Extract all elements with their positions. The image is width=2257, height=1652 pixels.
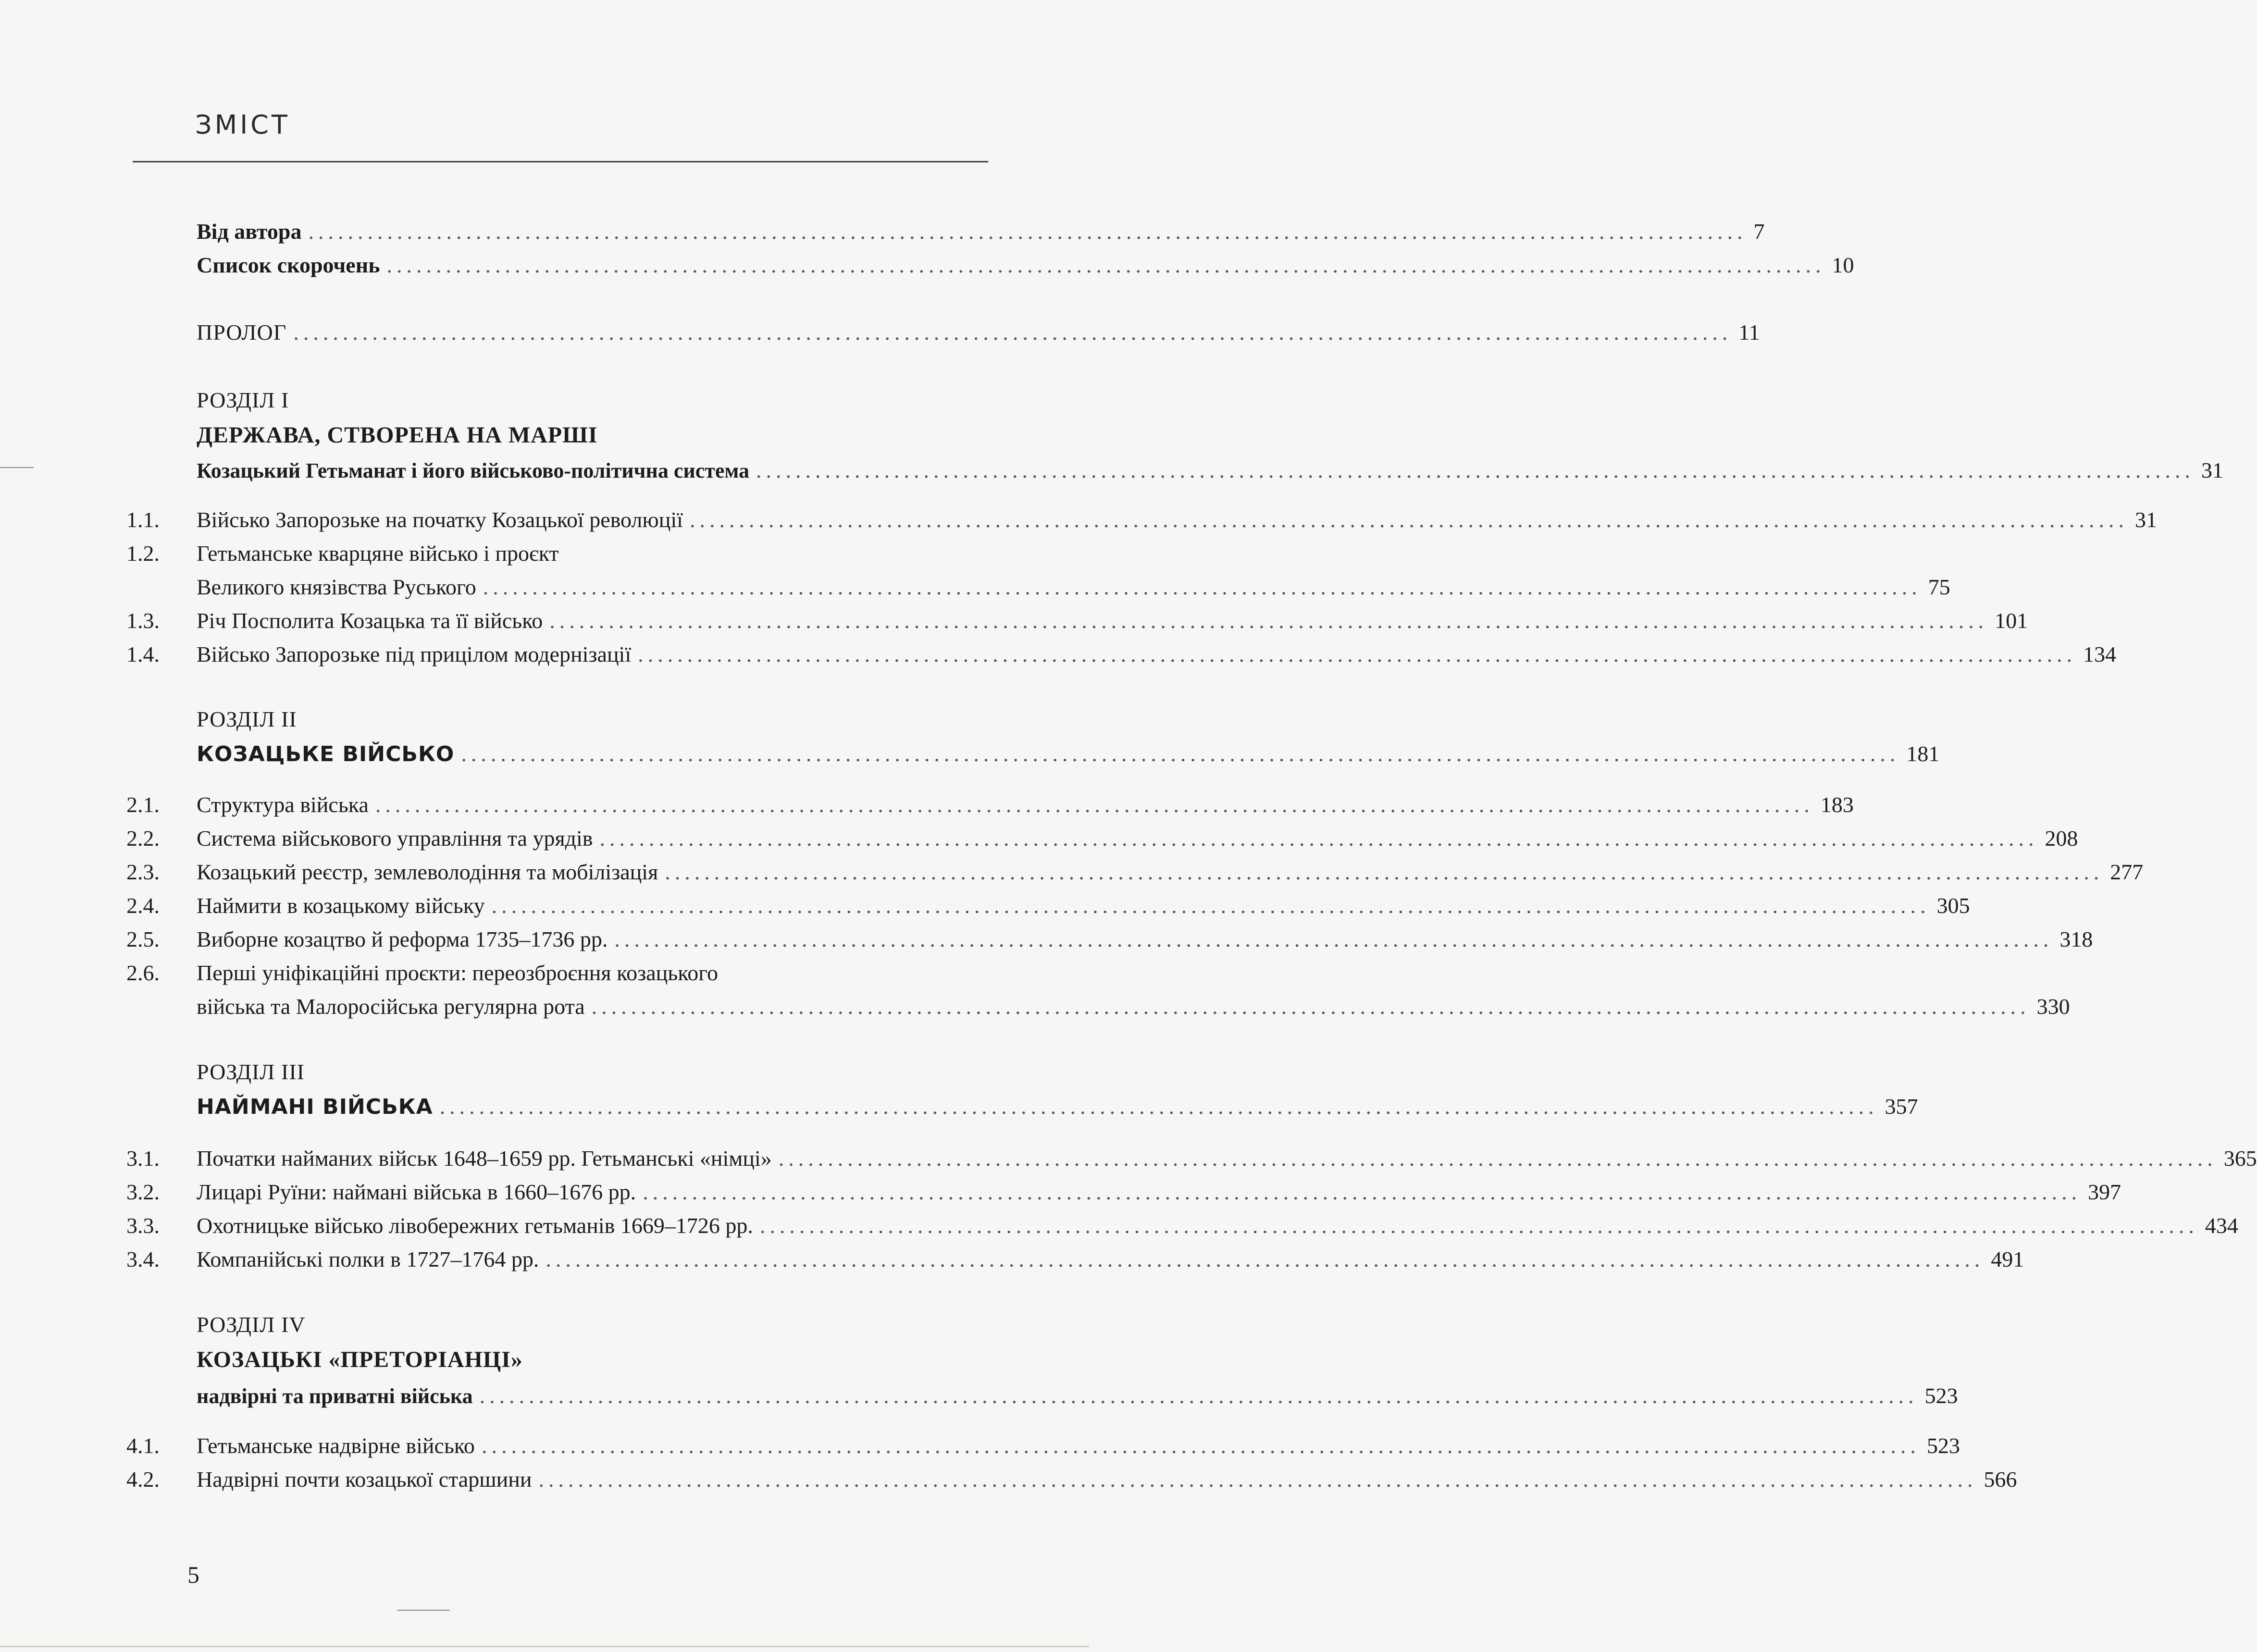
entry-page: 365 xyxy=(2223,1146,2257,1171)
entry-title: Лицарі Руїни: наймані війська в 1660–1676 рр. xyxy=(197,1180,636,1204)
toc-entry-chapter-1[interactable] xyxy=(0,457,2224,491)
toc-entry-4-2[interactable] xyxy=(0,1467,2017,1500)
entry-title-line1: Гетьманське кварцяне військо і проєкт xyxy=(197,541,559,566)
toc-entry-abbreviations[interactable] xyxy=(0,252,1854,286)
toc-entry-1-1[interactable] xyxy=(0,507,2157,541)
entry-title: ПРОЛОГ xyxy=(197,320,287,345)
entry-number: 3.1. xyxy=(126,1146,160,1171)
entry-title: Від автора xyxy=(197,219,302,244)
entry-number: 2.1. xyxy=(126,792,160,817)
scan-mark xyxy=(397,1610,450,1611)
toc-entry-2-6[interactable] xyxy=(0,960,1089,994)
toc-entry-1-2-cont[interactable] xyxy=(0,574,1950,608)
entry-title: Виборне козацтво й реформа 1735–1736 рр. xyxy=(197,927,608,951)
entry-title: Структура війська xyxy=(197,792,369,817)
entry-number: 1.1. xyxy=(126,507,160,532)
dot-leader: .................................................................................................................................................. xyxy=(638,642,2077,666)
entry-number: 2.6. xyxy=(126,961,160,985)
dot-leader: .................................................................................................................................................. xyxy=(308,219,1747,244)
entry-number: 2.4. xyxy=(126,893,160,918)
dot-leader: .................................................................................................................................................. xyxy=(546,1247,1984,1271)
entry-title: Охотницьке військо лівобережних гетьманів 1669–1726 рр. xyxy=(197,1213,753,1238)
entry-title-line2: Великого князівства Руського xyxy=(197,575,476,599)
dot-leader: .................................................................................................................................................. xyxy=(759,1213,2198,1238)
entry-page: 10 xyxy=(1832,253,1854,277)
entry-title: Козацький реєстр, землеволодіння та мобілізація xyxy=(197,860,658,884)
entry-number: 3.3. xyxy=(126,1213,160,1238)
entry-title: Система військового управління та урядів xyxy=(197,826,593,851)
entry-number: 3.2. xyxy=(126,1180,160,1204)
entry-page: 101 xyxy=(1995,608,2028,633)
dot-leader: .................................................................................................................................................. xyxy=(483,575,1922,599)
entry-page: 357 xyxy=(1885,1094,1918,1119)
entry-title: Наймити в козацькому війську xyxy=(197,893,485,918)
page-number: 5 xyxy=(187,1561,199,1588)
entry-number: 2.3. xyxy=(126,860,160,884)
entry-title-line1: Перші уніфікаційні проєкти: переозброєння козацького xyxy=(197,961,718,985)
chapter-4-label: РОЗДІЛ IV xyxy=(197,1312,306,1337)
entry-title: Козацький Гетьманат і його військово-політична система xyxy=(197,459,750,482)
entry-number: 4.2. xyxy=(126,1467,160,1492)
entry-number: 1.4. xyxy=(126,642,160,666)
dot-leader: .................................................................................................................................................. xyxy=(461,741,1900,766)
toc-entry-2-6-cont[interactable] xyxy=(0,994,2070,1027)
dot-leader: .................................................................................................................................................. xyxy=(665,860,2104,884)
toc-entry-from-author[interactable] xyxy=(0,219,1765,252)
entry-title: НАЙМАНІ ВІЙСЬКА xyxy=(197,1095,433,1119)
entry-title: Річ Посполита Козацька та її військо xyxy=(197,608,543,633)
dot-leader: .................................................................................................................................................. xyxy=(293,320,1732,345)
entry-number: 4.1. xyxy=(126,1433,160,1458)
entry-title: Список скорочень xyxy=(197,253,380,277)
chapter-3-label: РОЗДІЛ ІІІ xyxy=(197,1060,305,1084)
dot-leader: .................................................................................................................................................. xyxy=(481,1433,1920,1458)
dot-leader: .................................................................................................................................................. xyxy=(538,1467,1977,1492)
entry-title: Військо Запорозьке на початку Козацької революції xyxy=(197,507,683,532)
entry-page: 7 xyxy=(1753,219,1765,244)
entry-page: 208 xyxy=(2045,826,2078,851)
entry-page: 183 xyxy=(1820,792,1854,817)
dot-leader: .................................................................................................................................................. xyxy=(614,927,2053,951)
entry-page: 11 xyxy=(1738,320,1760,345)
entry-title: Надвірні почти козацької старшини xyxy=(197,1467,532,1492)
entry-number: 3.4. xyxy=(126,1247,160,1271)
entry-title: Компанійські полки в 1727–1764 рр. xyxy=(197,1247,539,1271)
toc-entry-1-4[interactable] xyxy=(0,641,2117,675)
entry-page: 318 xyxy=(2059,927,2093,951)
dot-leader: .................................................................................................................................................. xyxy=(491,893,1930,918)
heading-rule xyxy=(133,161,988,162)
entry-title: КОЗАЦЬКЕ ВІЙСЬКО xyxy=(197,742,455,766)
chapter-4-title[interactable]: КОЗАЦЬКІ «ПРЕТОРІАНЦІ» xyxy=(197,1347,523,1372)
entry-title: надвірні та приватні війська xyxy=(197,1384,473,1408)
toc-entry-chapter-2[interactable] xyxy=(0,741,1940,775)
dot-leader: .................................................................................................................................................. xyxy=(599,826,2038,851)
entry-number: 1.2. xyxy=(126,541,160,566)
toc-entry-2-2[interactable] xyxy=(0,826,2078,859)
toc-entry-3-3[interactable] xyxy=(0,1213,2238,1246)
entry-title: Гетьманське надвірне військо xyxy=(197,1433,475,1458)
dot-leader: .................................................................................................................................................. xyxy=(689,507,2128,532)
dot-leader: .................................................................................................................................................. xyxy=(439,1094,1878,1119)
scan-edge xyxy=(0,1646,1089,1647)
entry-page: 330 xyxy=(2036,994,2070,1019)
entry-title: Військо Запорозьке під прицілом модернізації xyxy=(197,642,632,666)
toc-entry-4-1[interactable] xyxy=(0,1433,1960,1467)
toc-entry-1-3[interactable] xyxy=(0,608,2028,641)
entry-page: 181 xyxy=(1906,741,1940,766)
entry-page: 134 xyxy=(2083,642,2117,666)
entry-number: 2.2. xyxy=(126,826,160,851)
entry-page: 523 xyxy=(1924,1383,1958,1408)
dot-leader: .................................................................................................................................................. xyxy=(386,253,1825,277)
toc-entry-chapter-3[interactable] xyxy=(0,1094,1918,1127)
entry-page: 31 xyxy=(2201,458,2224,482)
entry-title-line2: війська та Малоросійська регулярна рота xyxy=(197,994,585,1019)
entry-page: 397 xyxy=(2088,1180,2121,1204)
chapter-1-label: РОЗДІЛ І xyxy=(197,388,289,412)
chapter-2-label: РОЗДІЛ ІІ xyxy=(197,707,297,731)
entry-number: 2.5. xyxy=(126,927,160,951)
toc-entry-prolog[interactable] xyxy=(0,320,1760,353)
toc-entry-1-2[interactable] xyxy=(0,541,1089,574)
dot-leader: .................................................................................................................................................. xyxy=(479,1383,1918,1408)
toc-entry-3-1[interactable] xyxy=(0,1146,2257,1179)
dot-leader: .................................................................................................................................................. xyxy=(375,792,1814,817)
toc-entry-chapter-4[interactable] xyxy=(0,1383,1958,1417)
toc-entry-2-5[interactable] xyxy=(0,926,2093,960)
dot-leader: .................................................................................................................................................. xyxy=(643,1180,2082,1204)
toc-entry-3-2[interactable] xyxy=(0,1179,2121,1213)
entry-title: Початки найманих військ 1648–1659 рр. Гетьманські «німці» xyxy=(197,1146,772,1171)
dot-leader: .................................................................................................................................................. xyxy=(549,608,1988,633)
toc-entry-2-3[interactable] xyxy=(0,859,2144,893)
entry-page: 523 xyxy=(1926,1433,1960,1458)
dot-leader: .................................................................................................................................................. xyxy=(778,1146,2217,1171)
entry-page: 434 xyxy=(2205,1213,2238,1238)
entry-page: 277 xyxy=(2110,860,2144,884)
entry-page: 31 xyxy=(2134,507,2157,532)
dot-leader: .................................................................................................................................................. xyxy=(756,458,2195,482)
toc-entry-3-4[interactable] xyxy=(0,1246,2024,1280)
dot-leader: .................................................................................................................................................. xyxy=(591,994,2030,1019)
entry-page: 305 xyxy=(1936,893,1970,918)
entry-page: 566 xyxy=(1984,1467,2017,1492)
chapter-1-title[interactable]: ДЕРЖАВА, СТВОРЕНА НА МАРШІ xyxy=(197,422,598,448)
page-heading: ЗМІСТ xyxy=(195,110,290,140)
entry-page: 75 xyxy=(1928,575,1950,599)
toc-entry-2-1[interactable] xyxy=(0,792,1854,826)
scan-mark xyxy=(0,467,34,468)
toc-entry-2-4[interactable] xyxy=(0,893,1970,926)
entry-number: 1.3. xyxy=(126,608,160,633)
entry-page: 491 xyxy=(1991,1247,2024,1271)
